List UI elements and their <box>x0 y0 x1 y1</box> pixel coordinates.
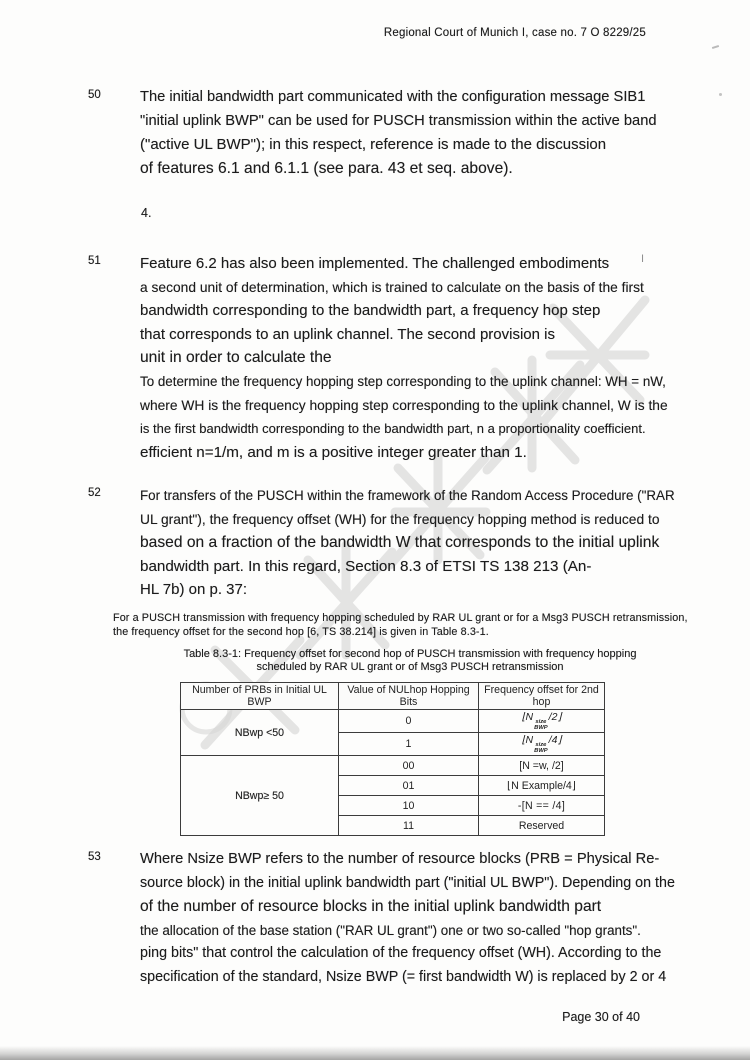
paragraph-number: 53 <box>88 851 101 863</box>
scan-edge-shadow <box>0 1046 750 1060</box>
group-label-nbwp-lt-50: NBwp <50 <box>181 710 339 756</box>
text-line: specification of the standard, Nsize BWP (= first bandwidth W) is replaced by 2 or 4 <box>140 968 667 985</box>
offset-cell: ⌊N Example/4⌋ <box>479 776 605 796</box>
text-line: For transfers of the PUSCH within the framework of the Random Access Procedure ("RAR <box>140 488 675 503</box>
scan-speck <box>712 45 719 49</box>
text-line: ("active UL BWP"); in this respect, reference is made to the discussion <box>140 136 607 154</box>
table-8-3-1 <box>180 682 605 836</box>
formula-floor-open: ⌊N <box>521 711 534 723</box>
paragraph-52 <box>88 484 673 602</box>
text-line: efficient n=1/m, and m is a positive integer greater than 1. <box>140 443 527 461</box>
text-line: Where Nsize BWP refers to the number of resource blocks (PRB = Physical Re- <box>140 851 660 867</box>
scan-tick: I <box>641 253 645 265</box>
scan-speck <box>719 93 722 96</box>
formula-superscript: size <box>535 719 547 725</box>
paragraph-number: 51 <box>88 255 101 267</box>
text-line: of the number of resource blocks in the initial uplink bandwidth part <box>140 898 602 916</box>
text-line: UL grant"), the frequency offset (WH) for the frequency hopping method is reduced to <box>140 511 660 527</box>
text-line: ping bits" that control the calculation of the frequency offset (WH). According to the <box>140 945 662 962</box>
bits-cell: 11 <box>339 816 479 836</box>
text-line: To determine the frequency hopping step corresponding to the uplink channel: WH = nW, <box>140 373 666 389</box>
table-header-row <box>181 683 605 710</box>
offset-cell: Reserved <box>479 816 605 836</box>
group-label-nbwp-ge-50: NBwp≥ 50 <box>181 756 339 836</box>
text-line: Feature 6.2 has also been implemented. The challenged embodiments <box>140 255 610 272</box>
paragraph-51 <box>88 252 673 464</box>
offset-cell: -[N == /4] <box>479 796 605 816</box>
text-line: where WH is the frequency hopping step corresponding to the uplink channel, W is the <box>140 397 668 413</box>
page-indicator: Page 30 of 40 <box>562 1010 640 1024</box>
text-line: "initial uplink BWP" can be used for PUSCH transmission within the active band <box>140 112 657 129</box>
text-line: For a PUSCH transmission with frequency hopping scheduled by RAR UL grant or for a Msg3 PUSCH retransmission, <box>113 612 688 624</box>
header-case-reference: Regional Court of Munich I, case no. 7 O 8229/25 <box>383 27 646 39</box>
paragraph-50 <box>88 86 673 180</box>
formula-rest: /4⌋ <box>548 734 562 746</box>
text-line: the allocation of the base station ("RAR UL grant") one or two so-called "hop grants". <box>140 922 641 938</box>
bits-cell: 0 <box>339 710 479 733</box>
text-line: unit in order to calculate the <box>140 349 332 367</box>
col-header-prbs: Number of PRBs in Initial UL BWP <box>181 683 339 710</box>
text-line: that corresponds to an uplink channel. The second provision is <box>140 325 555 343</box>
text-line: is the first bandwidth corresponding to the bandwidth part, n a proportionality coefficient. <box>140 421 646 437</box>
text-line: a second unit of determination, which is trained to calculate on the basis of the first <box>140 279 644 295</box>
table-row <box>181 756 605 776</box>
offset-cell <box>479 733 605 756</box>
text-line: of features 6.1 and 6.1.1 (see para. 43 et seq. above). <box>140 159 513 177</box>
text-line: bandwidth part. In this regard, Section 8.3 of ETSI TS 138 213 (An- <box>140 557 592 575</box>
text-line: HL 7b) on p. 37: <box>140 581 248 599</box>
table-row <box>181 710 605 733</box>
caption-line: Table 8.3-1: Frequency offset for second hop of PUSCH transmission with frequency hopping <box>183 648 637 660</box>
formula-subscript: BWP <box>534 724 548 731</box>
formula-subscript: BWP <box>534 747 548 754</box>
standard-excerpt <box>113 612 688 639</box>
table-caption <box>110 648 710 674</box>
text-line: bandwidth corresponding to the bandwidth part, a frequency hop step <box>140 302 601 320</box>
formula-floor-open: ⌊N <box>521 734 534 746</box>
caption-line: scheduled by RAR UL grant or of Msg3 PUSCH retransmission <box>256 661 564 674</box>
bits-cell: 10 <box>339 796 479 816</box>
paragraph-53 <box>88 848 673 990</box>
bits-cell: 1 <box>339 733 479 756</box>
paragraph-number: 50 <box>88 89 101 101</box>
col-header-hopping-bits: Value of NULhop Hopping Bits <box>339 683 479 710</box>
col-header-frequency-offset: Frequency offset for 2nd hop <box>479 683 605 710</box>
paragraph-number: 52 <box>88 487 101 499</box>
text-line: based on a fraction of the bandwidth W that corresponds to the initial uplink <box>140 534 660 552</box>
text-line: source block) in the initial uplink bandwidth part ("initial UL BWP"). Depending on the <box>140 874 675 891</box>
text-line: The initial bandwidth part communicated with the configuration message SIB1 <box>140 89 646 105</box>
section-heading: 4. <box>141 206 152 220</box>
text-line: the frequency offset for the second hop [6, TS 38.214] is given in Table 8.3-1. <box>113 625 489 638</box>
offset-cell <box>479 710 605 733</box>
formula-rest: /2⌋ <box>548 711 562 723</box>
bits-cell: 00 <box>339 756 479 776</box>
bits-cell: 01 <box>339 776 479 796</box>
formula-superscript: size <box>535 742 547 748</box>
offset-cell: [N =w, /2] <box>479 756 605 776</box>
